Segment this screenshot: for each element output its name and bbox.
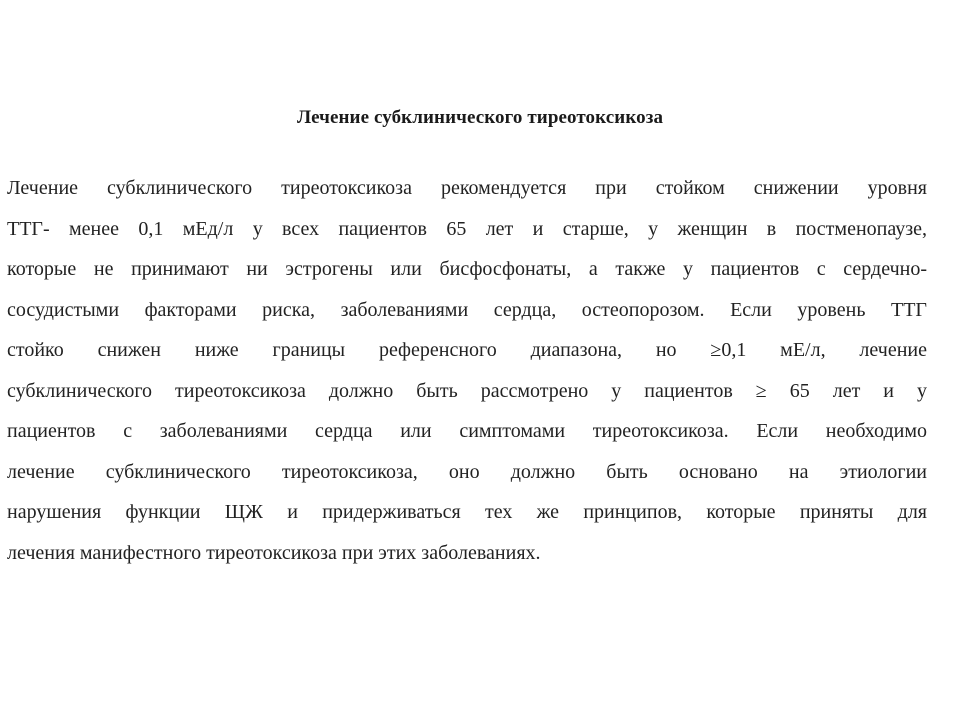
paragraph-line: лечение субклинического тиреотоксикоза, оно должно быть основано на этиологии <box>7 460 927 483</box>
paragraph-line: стойко снижен ниже границы референсного диапазона, но ≥0,1 мЕ/л, лечение <box>7 339 927 361</box>
paragraph-line: сосудистыми факторами риска, заболеваниями сердца, остеопорозом. Если уровень ТТГ <box>7 298 927 321</box>
paragraph-line: нарушения функции ЩЖ и придерживаться тех же принципов, которые приняты для <box>7 501 927 523</box>
paragraph-line: субклинического тиреотоксикоза должно быть рассмотрено у пациентов ≥ 65 лет и у <box>7 379 927 402</box>
paragraph-line: ТТГ- менее 0,1 мЕд/л у всех пациентов 65 лет и старше, у женщин в постменопаузе, <box>7 217 927 240</box>
paragraph-line: пациентов с заболеваниями сердца или симптомами тиреотоксикоза. Если необходимо <box>7 420 927 442</box>
paragraph-line: которые не принимают ни эстрогены или бисфосфонаты, а также у пациентов с сердечно- <box>7 258 927 280</box>
paragraph-line: лечения манифестного тиреотоксикоза при этих заболеваниях. <box>7 541 541 564</box>
body-paragraph <box>7 168 927 573</box>
slide-title: Лечение субклинического тиреотоксикоза <box>296 107 664 128</box>
paragraph-line: Лечение субклинического тиреотоксикоза рекомендуется при стойком снижении уровня <box>7 177 927 199</box>
